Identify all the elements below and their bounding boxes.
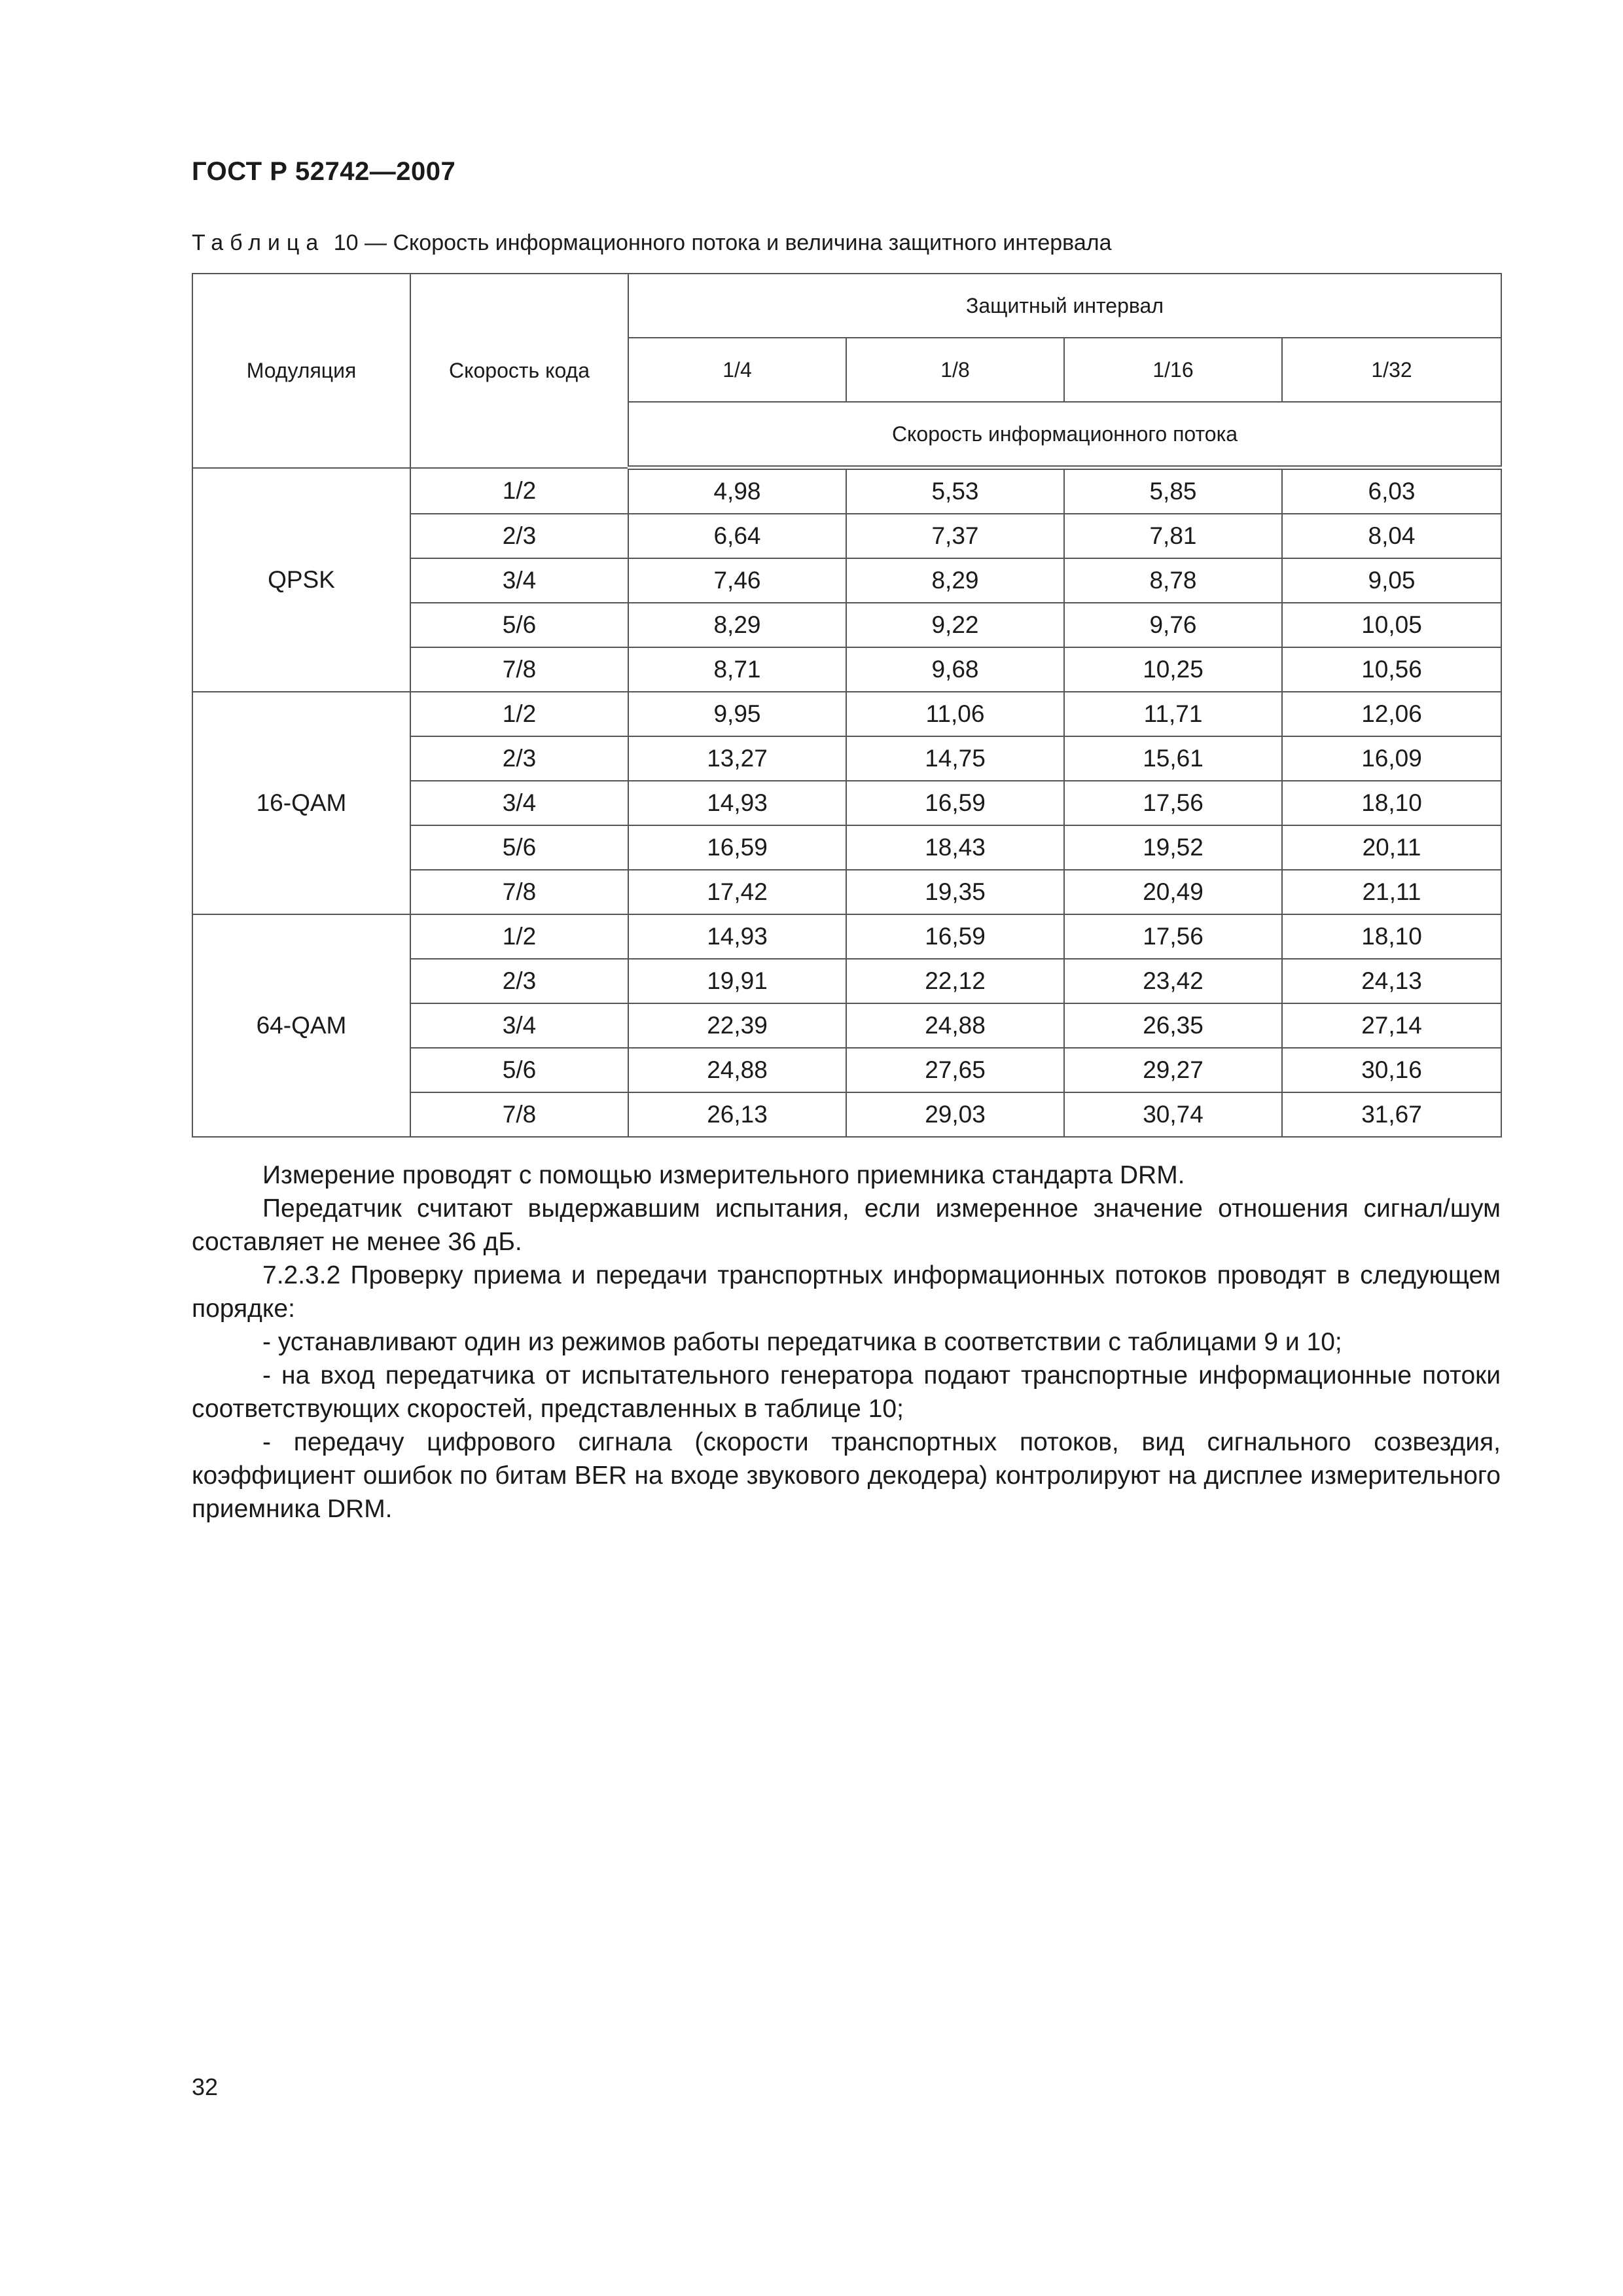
code-rate-cell: 7/8 (410, 1092, 628, 1137)
info-rate-cell: 17,56 (1064, 781, 1282, 825)
info-rate-cell: 14,75 (846, 736, 1064, 781)
info-rate-cell: 19,35 (846, 870, 1064, 914)
info-rate-cell: 4,98 (628, 468, 846, 514)
info-rate-table (192, 273, 1502, 1138)
table-caption-text: 10 — Скорость информационного потока и величина защитного интервала (333, 230, 1112, 255)
info-rate-cell: 23,42 (1064, 959, 1282, 1003)
info-rate-cell: 29,03 (846, 1092, 1064, 1137)
header-code-rate: Скорость кода (410, 274, 628, 468)
code-rate-cell: 1/2 (410, 914, 628, 959)
header-guard-1-8: 1/8 (846, 338, 1064, 402)
info-rate-cell: 16,59 (628, 825, 846, 870)
info-rate-cell: 16,59 (846, 781, 1064, 825)
info-rate-cell: 10,56 (1282, 647, 1501, 692)
code-rate-cell: 3/4 (410, 1003, 628, 1048)
info-rate-cell: 30,16 (1282, 1048, 1501, 1092)
info-rate-cell: 14,93 (628, 781, 846, 825)
info-rate-cell: 17,42 (628, 870, 846, 914)
header-guard-1-4: 1/4 (628, 338, 846, 402)
info-rate-cell: 7,37 (846, 514, 1064, 558)
info-rate-cell: 16,09 (1282, 736, 1501, 781)
info-rate-cell: 20,11 (1282, 825, 1501, 870)
header-modulation: Модуляция (192, 274, 410, 468)
info-rate-cell: 8,71 (628, 647, 846, 692)
paragraph: 7.2.3.2 Проверку приема и передачи транспортных информационных потоков проводят в следующем порядке: (192, 1261, 1501, 1323)
page-number: 32 (192, 2073, 219, 2100)
header-guard-interval: Защитный интервал (628, 274, 1501, 338)
info-rate-cell: 27,14 (1282, 1003, 1501, 1048)
modulation-cell: 64-QAM (192, 914, 410, 1137)
info-rate-cell: 6,64 (628, 514, 846, 558)
info-rate-cell: 18,10 (1282, 781, 1501, 825)
info-rate-cell: 8,04 (1282, 514, 1501, 558)
info-rate-cell: 8,78 (1064, 558, 1282, 603)
paragraph: Передатчик считают выдержавшим испытания, если измеренное значение отношения сигнал/шум составляет не менее 36 дБ. (192, 1194, 1501, 1256)
code-rate-cell: 5/6 (410, 825, 628, 870)
table-row (192, 692, 1501, 736)
info-rate-cell: 10,25 (1064, 647, 1282, 692)
table-row (192, 468, 1501, 514)
header-info-rate: Скорость информационного потока (628, 402, 1501, 468)
modulation-cell: QPSK (192, 468, 410, 692)
info-rate-cell: 30,74 (1064, 1092, 1282, 1137)
code-rate-cell: 3/4 (410, 558, 628, 603)
info-rate-cell: 18,10 (1282, 914, 1501, 959)
list-item: - передачу цифрового сигнала (скорости транспортных потоков, вид сигнального созвездия, коэффициент ошибок по битам BER на входе звукового декодера) контролируют на дисплее измерительного приемника DRM. (192, 1428, 1501, 1523)
table-caption-label: Таблица (192, 230, 325, 255)
info-rate-cell: 6,03 (1282, 468, 1501, 514)
info-rate-cell: 5,85 (1064, 468, 1282, 514)
table-caption (192, 230, 1112, 256)
info-rate-cell: 21,11 (1282, 870, 1501, 914)
info-rate-cell: 7,46 (628, 558, 846, 603)
code-rate-cell: 5/6 (410, 1048, 628, 1092)
code-rate-cell: 7/8 (410, 870, 628, 914)
code-rate-cell: 3/4 (410, 781, 628, 825)
info-rate-cell: 31,67 (1282, 1092, 1501, 1137)
code-rate-cell: 5/6 (410, 603, 628, 647)
info-rate-cell: 24,88 (846, 1003, 1064, 1048)
info-rate-cell: 16,59 (846, 914, 1064, 959)
info-rate-cell: 17,56 (1064, 914, 1282, 959)
info-rate-cell: 26,13 (628, 1092, 846, 1137)
code-rate-cell: 7/8 (410, 647, 628, 692)
info-rate-cell: 9,22 (846, 603, 1064, 647)
info-rate-cell: 27,65 (846, 1048, 1064, 1092)
info-rate-cell: 13,27 (628, 736, 846, 781)
code-rate-cell: 2/3 (410, 959, 628, 1003)
info-rate-cell: 9,68 (846, 647, 1064, 692)
info-rate-cell: 19,52 (1064, 825, 1282, 870)
info-rate-cell: 18,43 (846, 825, 1064, 870)
info-rate-cell: 12,06 (1282, 692, 1501, 736)
info-rate-cell: 22,12 (846, 959, 1064, 1003)
code-rate-cell: 1/2 (410, 468, 628, 514)
info-rate-cell: 24,88 (628, 1048, 846, 1092)
info-rate-cell: 8,29 (846, 558, 1064, 603)
info-rate-cell: 7,81 (1064, 514, 1282, 558)
info-rate-cell: 11,71 (1064, 692, 1282, 736)
info-rate-cell: 20,49 (1064, 870, 1282, 914)
body-text (192, 1158, 1501, 1526)
paragraph: Измерение проводят с помощью измерительного приемника стандарта DRM. (262, 1161, 1185, 1189)
header-guard-1-16: 1/16 (1064, 338, 1282, 402)
modulation-cell: 16-QAM (192, 692, 410, 914)
info-rate-cell: 14,93 (628, 914, 846, 959)
table-row (192, 914, 1501, 959)
header-guard-1-32: 1/32 (1282, 338, 1501, 402)
code-rate-cell: 1/2 (410, 692, 628, 736)
info-rate-cell: 11,06 (846, 692, 1064, 736)
document-id: ГОСТ Р 52742—2007 (192, 157, 456, 186)
list-item: - устанавливают один из режимов работы передатчика в соответствии с таблицами 9 и 10; (262, 1328, 1342, 1356)
info-rate-cell: 29,27 (1064, 1048, 1282, 1092)
info-rate-cell: 9,95 (628, 692, 846, 736)
info-rate-cell: 15,61 (1064, 736, 1282, 781)
info-rate-cell: 5,53 (846, 468, 1064, 514)
info-rate-cell: 9,05 (1282, 558, 1501, 603)
code-rate-cell: 2/3 (410, 736, 628, 781)
info-rate-cell: 26,35 (1064, 1003, 1282, 1048)
info-rate-cell: 9,76 (1064, 603, 1282, 647)
info-rate-cell: 22,39 (628, 1003, 846, 1048)
list-item: - на вход передатчика от испытательного генератора подают транспортные информационные потоки соответствующих скоростей, представленных в таблице 10; (192, 1361, 1501, 1423)
info-rate-cell: 8,29 (628, 603, 846, 647)
info-rate-cell: 19,91 (628, 959, 846, 1003)
info-rate-cell: 10,05 (1282, 603, 1501, 647)
code-rate-cell: 2/3 (410, 514, 628, 558)
info-rate-cell: 24,13 (1282, 959, 1501, 1003)
